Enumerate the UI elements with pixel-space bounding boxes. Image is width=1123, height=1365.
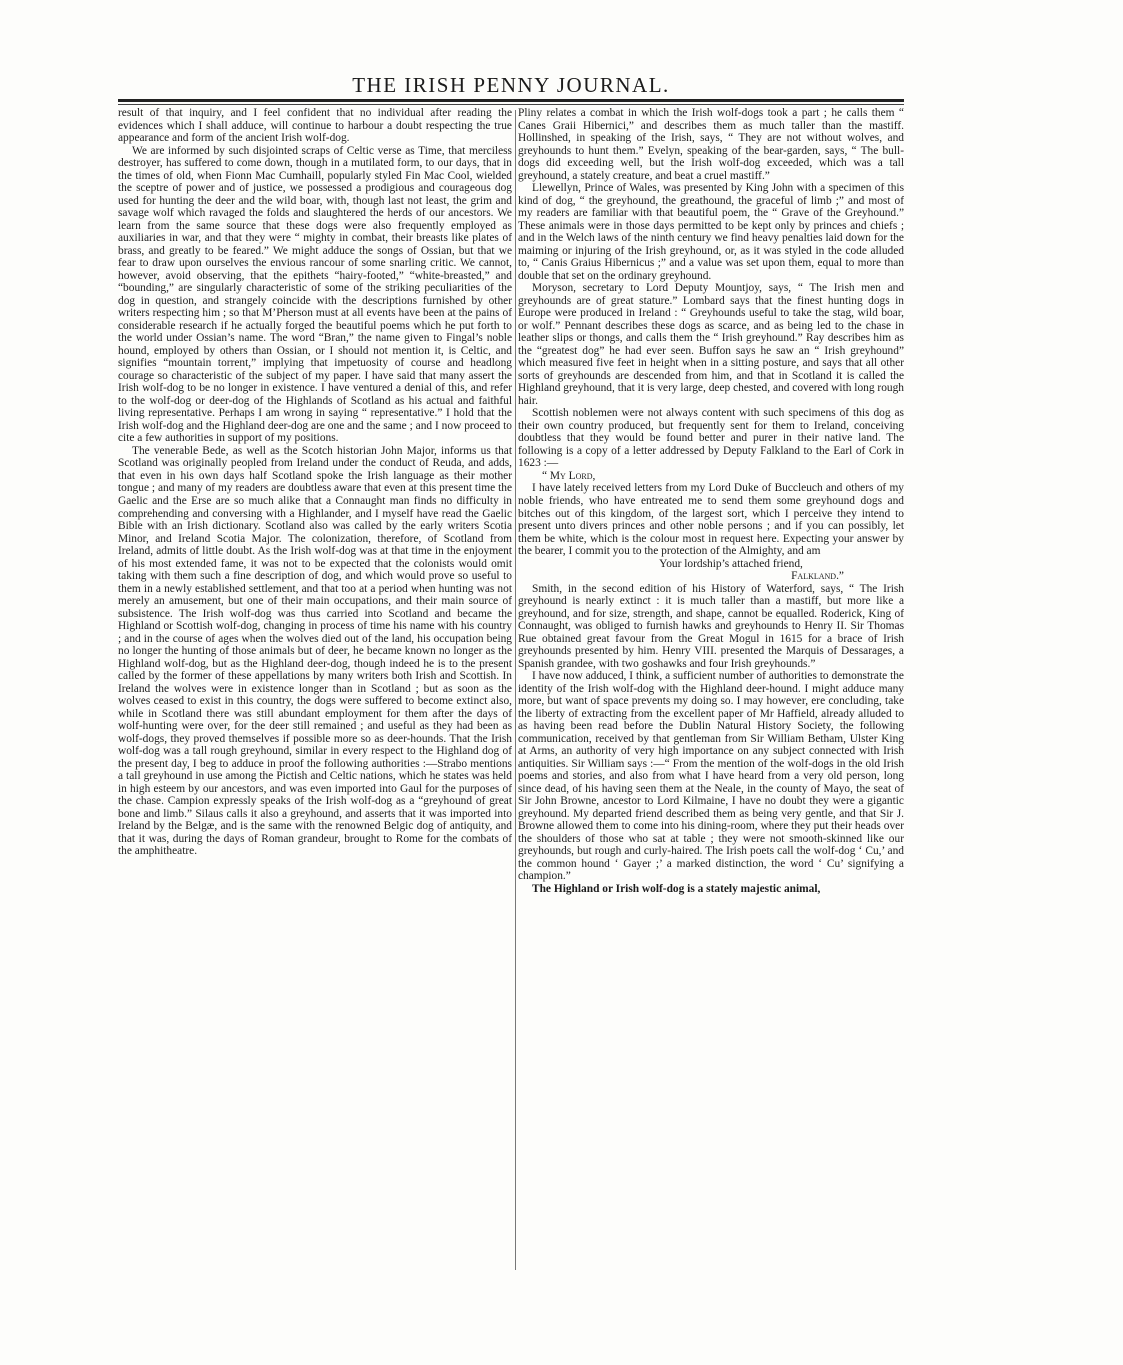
letter-body: I have lately received letters from my Lord Duke of Buccleuch and others of my noble friends, who have entreated me to send them some greyhound dogs and bitches out of this kingdom, of the largest sort, which I perceive they intend to present unto divers princes and other noble persons ; and if you can possibly, let them be white, which is the colour most in request here. Expecting your answer by the bearer, I commit you to the protection of the Almighty, and am [518,482,904,558]
letter-closing: Your lordship’s attached friend, [659,557,803,570]
right-paragraph-4: Scottish noblemen were not always content with such specimens of this dog as their own country produced, but frequently sent for them to Ireland, conceiving doubtless that they would be found better and purer in their native land. The following is a copy of a letter addressed by Deputy Falkland to the Earl of Cork in 1623 :— [518,407,904,470]
column-divider [515,110,516,1270]
right-paragraph-final: The Highland or Irish wolf-dog is a stately majestic animal, [532,882,821,895]
masthead [118,68,904,102]
right-column [518,107,904,1273]
text-columns [118,107,904,1273]
header-rule-thin [118,104,904,105]
left-column [118,107,512,1273]
right-paragraph-3: Moryson, secretary to Lord Deputy Mountjoy, says, “ The Irish men and greyhounds are of great stature.” Lombard says that the finest hunting dogs in Europe were produced in Ireland : “ Greyhounds useful to take the stag, wild boar, or wolf.” Pennant describes these dogs as scarce, and as being led to the chase in leather slips or thongs, and calls them the “ Irish greyhound.” Ray describes him as the “greatest dog” he had ever seen. Buffon says he saw an “ Irish greyhound” which measured five feet in height when in a sitting posture, and says that all other sorts of greyhounds are descended from him, and that in Scotland it is called the Highland greyhound, that it is very large, deep chested, and covered with long rough hair. [518,282,904,407]
left-paragraph-1: result of that inquiry, and I feel confident that no individual after reading the evidences which I shall adduce, will continue to harbour a doubt respecting the true appearance and form of the ancient Irish wolf-dog. [118,107,512,145]
left-paragraph-2: We are informed by such disjointed scraps of Celtic verse as Time, that merciless destroyer, has suffered to come down, though in a mutilated form, to our days, that in the times of old, when Fionn Mac Cumhaill, popularly styled Fin Mac Cool, wielded the sceptre of power and of justice, we possessed a prodigious and courageous dog used for hunting the deer and the wild boar, with, though last not least, the grim and savage wolf which ravaged the folds and slaughtered the herds of our ancestors. We learn from the same source that these dogs were also frequently employed as auxiliaries in war, and that they were “ mighty in combat, their breasts like plates of brass, and greatly to be feared.” We might adduce the songs of Ossian, but that we fear to draw upon ourselves the envious rancour of some snarling critic. We cannot, however, avoid observing, that the epithets “hairy-footed,” “white-breasted,” and “bounding,” are singularly characteristic of some of the striking peculiarities of the dog in question, and strangely coincide with the descriptions furnished by other writers respecting him ; so that M’Pherson must at all events have been at the pains of considerable research if he actually forged the beautiful poems which he put forth to the world under Ossian’s name. The word “Bran,” the name given to Fingal’s noble hound, employed by others than Ossian, or I should not mention it, is Celtic, and signifies “mountain torrent,” implying that impetuosity of course and headlong courage so characteristic of the subject of my paper. I have said that many assert the Irish wolf-dog to be no longer in existence. I have ventured a denial of this, and refer to the wolf-dog or deer-dog of the Highlands of Scotland as his actual and faithful living representative. Perhaps I am wrong in saying “ representative.” I hold that the Irish wolf-dog and the Highland deer-dog are one and the same ; and I now proceed to cite a few authorities in support of my positions. [118,144,512,445]
left-paragraph-3: The venerable Bede, as well as the Scotch historian John Major, informs us that Scotland was originally peopled from Ireland under the conduct of Reuda, and adds, that even in his own days half Scotland spoke the Irish language as their mother tongue ; and many of my readers are doubtless aware that even at this present time the Gaelic and the Erse are so much alike that a Connaught man finds no difficulty in comprehending and conversing with a Highlander, and I myself have read the Gaelic Bible with an Irish dictionary. Scotland also was called by the early writers Scotia Minor, and Ireland Scotia Major. The colonization, therefore, of Scotland from Ireland, admits of little doubt. As the Irish wolf-dog was at that time in the enjoyment of his most extended fame, it was not to be expected that the colonists would omit taking with them such a fine description of dog, and which would prove so useful to them in a newly established settlement, and that too at a period when hunting was not merely an amusement, but one of their main occupations, and their main source of subsistence. The Irish wolf-dog was thus carried into Scotland and became the Highland or Scottish wolf-dog, changing in process of time his name with his country ; and in the course of ages when the wolves died out of the land, his occupation being no longer the hunting of those animals but of deer, he became known no longer as the Highland wolf-dog, but as the Highland deer-dog, though indeed he is to the present called by the former of these appellations by many writers both Irish and Scottish. In Ireland the wolves were in existence longer than in Scotland ; but as soon as the wolves ceased to exist in this country, the dogs were suffered to become extinct also, while in Scotland there was still abundant employment for them after the days of wolf-hunting were over, for the deer still remained ; and useful as they had been as wolf-dogs, they proved themselves if possible more so as deer-hounds. That the Irish wolf-dog was a tall rough greyhound, similar in every respect to the Highland dog of the present day, I beg to adduce in proof the following authorities :—Strabo mentions a tall greyhound in use among the Pictish and Celtic nations, which he states was held in high esteem by our ancestors, and was even imported into Gaul for the purposes of the chase. Campion expressly speaks of the Irish wolf-dog as a “greyhound of great bone and limb.” Silaus calls it also a greyhound, and asserts that it was imported into Ireland by the Belgæ, and is the same with the renowned Belgic dog of antiquity, and that it was, during the days of Roman grandeur, brought to Rome for the combats of the amphitheatre. [118,444,512,858]
header-rule-thick [118,99,904,102]
letter-signature: Falkland.” [791,570,844,583]
right-paragraph-1: Pliny relates a combat in which the Irish wolf-dogs took a part ; he calls them “ Canes Graii Hibernici,” and describes them as much taller than the mastiff. Hollinshed, in speaking of the Irish, says, “ They are not without wolves, and greyhounds to hunt them.” Evelyn, speaking of the bear-garden, says, “ The bull-dogs did exceeding well, but the Irish wolf-dog exceeded, which was a tall greyhound, a stately creature, and beat a cruel mastiff.” [518,107,904,182]
right-paragraph-smith: Smith, in the second edition of his History of Waterford, says, “ The Irish greyhound is nearly extinct : it is much taller than a mastiff, but more like a greyhound, and for size, strength, and shape, cannot be equalled. Roderick, King of Connaught, was obliged to furnish hawks and greyhounds to Henry II. Sir Thomas Rue obtained great favour from the Great Mogul in 1615 for a brace of Irish greyhounds presented by him. Henry VIII. presented the Marquis of Dessarages, a Spanish grandee, with two goshawks and four Irish greyhounds.” [518,582,904,670]
right-paragraph-authorities: I have now adduced, I think, a sufficient number of authorities to demonstrate the identity of the Irish wolf-dog with the Highland deer-hound. I might adduce many more, but want of space prevents my doing so. I may however, ere concluding, take the liberty of extracting from the excellent paper of Mr Haffield, already alluded to as having been read before the Dublin Natural History Society, the following communication, received by that gentleman from Sir William Betham, Ulster King at Arms, an authority of very high importance on any subject connected with Irish antiquities. Sir William says :—“ From the mention of the wolf-dogs in the old Irish poems and stories, and also from what I have heard from a very old person, long since dead, of his having seen them at the Neale, in the county of Mayo, the seat of Sir John Browne, ancestor to Lord Kilmaine, I have no doubt they were a gigantic greyhound. My departed friend described them as being very gentle, and that Sir J. Browne allowed them to come into his dining-room, where they put their heads over the shoulders of those who sat at table ; they were not smooth-skinned like our greyhounds, but rough and curly-haired. The Irish poets call the wolf-dog ‘ Cu,’ and the common hound ‘ Gayer ;’ a marked distinction, the word ‘ Cu’ signifying a champion.” [518,670,904,883]
letter-salutation: “ My Lord, [542,469,596,482]
journal-title: THE IRISH PENNY JOURNAL. [352,73,670,97]
right-paragraph-2: Llewellyn, Prince of Wales, was presented by King John with a specimen of this kind of dog, “ the greyhound, the greathound, the graceful of limb ;” and most of my readers are familiar with that beautiful poem, the “ Grave of the Greyhound.” These animals were in those days permitted to be kept only by princes and chiefs ; and in the Welch laws of the ninth century we find heavy penalties laid down for the maiming or injuring of the Irish greyhound, or, as it was styled in the code alluded to, “ Canis Graius Hibernicus ;” and a value was set upon them, equal to more than double that set on the ordinary greyhound. [518,182,904,282]
